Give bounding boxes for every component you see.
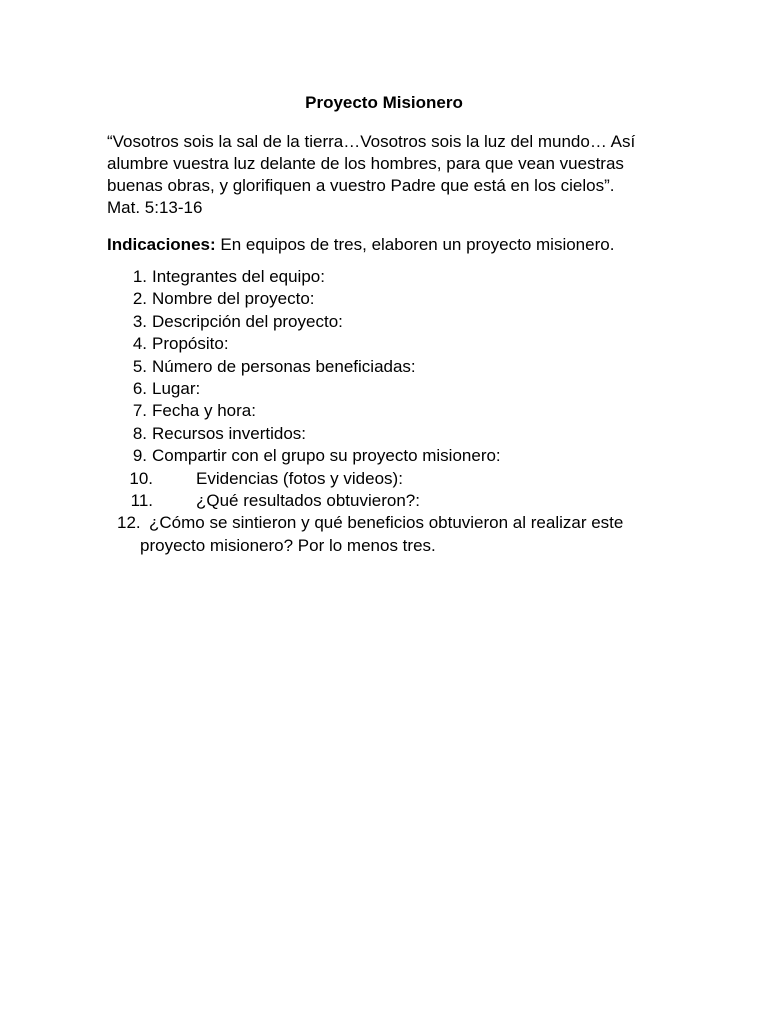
list-item-text: Recursos invertidos: <box>152 423 307 443</box>
list-item-text: Número de personas beneficiadas: <box>152 356 416 376</box>
list-item <box>0 490 768 512</box>
list-item <box>0 445 768 467</box>
list-item-number: 8. <box>132 423 147 443</box>
list-item-text: Evidencias (fotos y videos): <box>196 468 403 488</box>
list-item-text: Integrantes del equipo: <box>152 267 325 286</box>
list-item-number: 12. <box>117 513 141 533</box>
quote-line: buenas obras, y glorifiquen a vuestro Padre que está en los cielos”. <box>107 176 615 195</box>
indications-paragraph <box>107 234 707 256</box>
list-item <box>0 512 768 557</box>
list-item-number: 5. <box>132 356 147 376</box>
list-item-text: Compartir con el grupo su proyecto misionero: <box>152 446 501 466</box>
list-item-text: Descripción del proyecto: <box>152 311 343 331</box>
list-item <box>0 356 768 378</box>
list-item-text: ¿Qué resultados obtuvieron?: <box>196 490 420 510</box>
quote-line: “Vosotros sois la sal de la tierra…Vosotros sois la luz del mundo… Así <box>107 132 636 151</box>
list-item <box>0 288 768 310</box>
indications-text: En equipos de tres, elaboren un proyecto misionero. <box>215 235 615 254</box>
list-item <box>0 266 768 288</box>
list-item-number: 1. <box>132 267 147 286</box>
list-item-number: 6. <box>132 378 147 398</box>
list-item-number: 4. <box>132 334 147 354</box>
quote-line: alumbre vuestra luz delante de los hombres, para que vean vuestras <box>107 154 624 173</box>
list-item <box>0 311 768 333</box>
list-item-text: ¿Cómo se sintieron y qué beneficios obtuvieron al realizar este <box>149 513 624 533</box>
list-item-number: 2. <box>132 289 147 309</box>
document-title: Proyecto Misionero <box>305 93 463 112</box>
list-item-number: 10. <box>129 468 153 488</box>
quote-reference: Mat. 5:13-16 <box>107 198 203 217</box>
list-item-number: 3. <box>132 311 147 331</box>
list-item <box>0 333 768 355</box>
list-item-text: Propósito: <box>152 334 229 354</box>
list-item-text: Nombre del proyecto: <box>152 289 315 309</box>
list-item-number: 7. <box>132 401 147 421</box>
list-item-text-continued: proyecto misionero? Por lo menos tres. <box>140 535 436 555</box>
bible-quote <box>107 131 677 219</box>
numbered-list <box>0 266 768 557</box>
list-item <box>0 400 768 422</box>
list-item-number: 11. <box>130 490 153 510</box>
list-item <box>0 423 768 445</box>
list-item-text: Fecha y hora: <box>152 401 256 421</box>
list-item <box>0 378 768 400</box>
list-item <box>0 468 768 490</box>
list-item-number: 9. <box>132 446 147 466</box>
indications-label: Indicaciones: <box>107 235 216 254</box>
list-item-text: Lugar: <box>152 378 201 398</box>
